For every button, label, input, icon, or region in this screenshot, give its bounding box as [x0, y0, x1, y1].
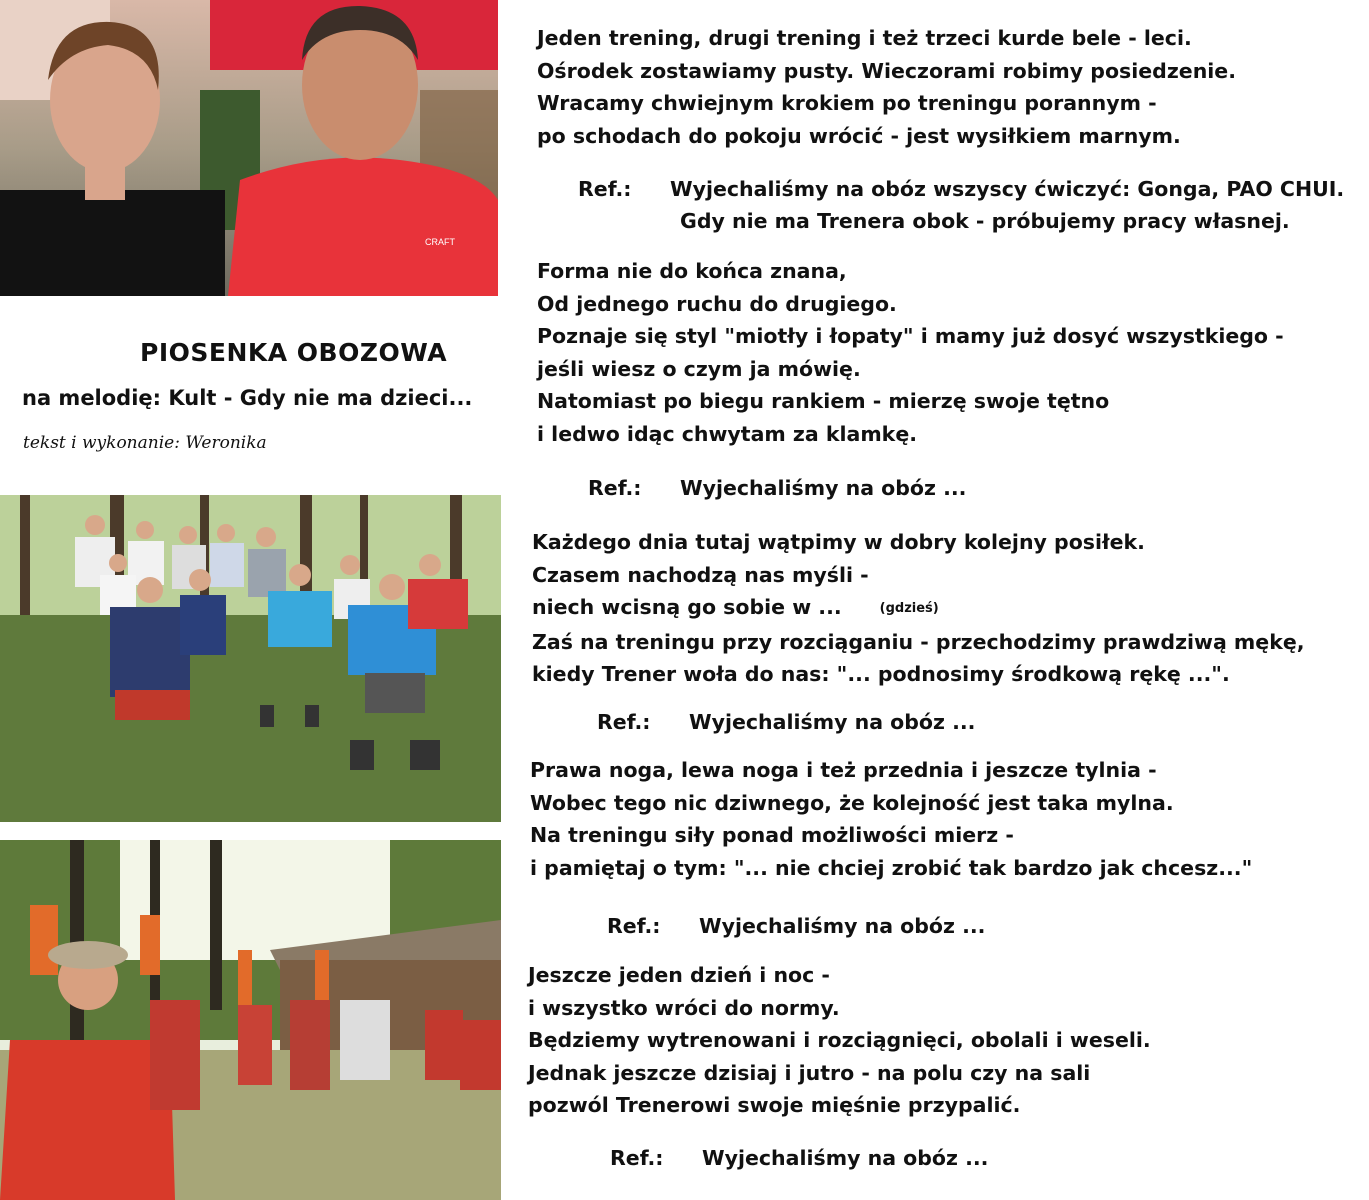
lyric-aside: (gdzieś) [879, 601, 939, 616]
song-title: PIOSENKA OBOZOWA [140, 338, 448, 367]
refrain-label: Ref.: [588, 476, 642, 500]
refrain-label: Ref.: [610, 1146, 664, 1170]
lyric-line: Na treningu siły ponad możliwości mierz - [530, 823, 1014, 847]
refrain-short-line: Wyjechaliśmy na obóz ... [689, 710, 976, 734]
song-melody: na melodię: Kult - Gdy nie ma dzieci... [22, 386, 473, 410]
portrait-photo [0, 0, 498, 296]
stanza-4 [530, 754, 1252, 884]
lyric-line: Czasem nachodzą nas myśli - [532, 562, 869, 587]
portrait-photo-icon [0, 0, 498, 296]
refrain-label: Ref.: [607, 914, 661, 938]
refrain-full [578, 173, 1344, 205]
lyric-line: Będziemy wytrenowani i rozciągnięci, obolali i weseli. [528, 1028, 1151, 1052]
group-photo-icon [0, 495, 501, 822]
lyric-line: Zaś na treningu przy rozciąganiu - przechodzimy prawdziwą mękę, [532, 629, 1305, 654]
refrain-line-1: Wyjechaliśmy na obóz wszyscy ćwiczyć: Gonga, PAO CHUI. [670, 177, 1345, 201]
lyric-line: Jeden trening, drugi trening i też trzeci kurde bele - leci. [537, 26, 1192, 50]
refrain-line-2: Gdy nie ma Trenera obok - próbujemy pracy własnej. [680, 209, 1290, 233]
stanza-2 [537, 255, 1284, 450]
lyric-line: Forma nie do końca znana, [537, 259, 847, 283]
refrain-short [610, 1142, 988, 1174]
refrain-short-line: Wyjechaliśmy na obóz ... [680, 476, 967, 500]
lyric-line: Prawa noga, lewa noga i też przednia i jeszcze tylnia - [530, 758, 1157, 782]
lyric-line: Natomiast po biegu rankiem - mierzę swoje tętno [537, 389, 1110, 413]
lyric-line: Wracamy chwiejnym krokiem po treningu porannym - [537, 91, 1157, 115]
lyric-line: niech wcisną go sobie w ... [532, 595, 842, 619]
lyric-line: Jeszcze jeden dzień i noc - [528, 963, 830, 987]
stanza-5 [528, 959, 1151, 1122]
lyric-line: Każdego dnia tutaj wątpimy w dobry kolejny posiłek. [532, 530, 1145, 554]
refrain-short-line: Wyjechaliśmy na obóz ... [702, 1146, 989, 1170]
lyric-line: i ledwo idąc chwytam za klamkę. [537, 421, 918, 446]
lyric-line: pozwól Trenerowi swoje mięśnie przypalić. [528, 1093, 1021, 1117]
lyric-line: i wszystko wróci do normy. [528, 995, 840, 1020]
lyric-line: Wobec tego nic dziwnego, że kolejność jest taka mylna. [530, 790, 1174, 815]
kayak-group-photo [0, 840, 501, 1200]
refrain-label: Ref.: [597, 710, 651, 734]
stanza-3 [532, 526, 1305, 691]
kayak-group-photo-icon [0, 840, 501, 1200]
refrain-full-2 [680, 205, 1290, 237]
stanza-1 [537, 22, 1236, 152]
lyric-line: Ośrodek zostawiamy pusty. Wieczorami robimy posiedzenie. [537, 58, 1237, 83]
group-photo [0, 495, 501, 822]
lyric-line: jeśli wiesz o czym ja mówię. [537, 356, 861, 381]
refrain-short [597, 706, 975, 738]
shirt-print: CRAFT [425, 237, 455, 247]
lyric-line: kiedy Trener woła do nas: "... podnosimy środkową rękę ...". [532, 662, 1230, 686]
lyric-line: i pamiętaj o tym: "... nie chciej zrobić tak bardzo jak chcesz..." [530, 855, 1253, 880]
refrain-short [588, 472, 966, 504]
refrain-short [607, 910, 985, 942]
lyric-line: Poznaje się styl "miotły i łopaty" i mamy już dosyć wszystkiego - [537, 324, 1284, 348]
lyric-line: po schodach do pokoju wrócić - jest wysiłkiem marnym. [537, 123, 1181, 148]
refrain-label: Ref.: [578, 177, 632, 201]
lyric-line: Jednak jeszcze dzisiaj i jutro - na polu czy na sali [528, 1060, 1091, 1085]
refrain-short-line: Wyjechaliśmy na obóz ... [699, 914, 986, 938]
song-credits: tekst i wykonanie: Weronika [23, 433, 267, 453]
lyric-line: Od jednego ruchu do drugiego. [537, 291, 897, 316]
